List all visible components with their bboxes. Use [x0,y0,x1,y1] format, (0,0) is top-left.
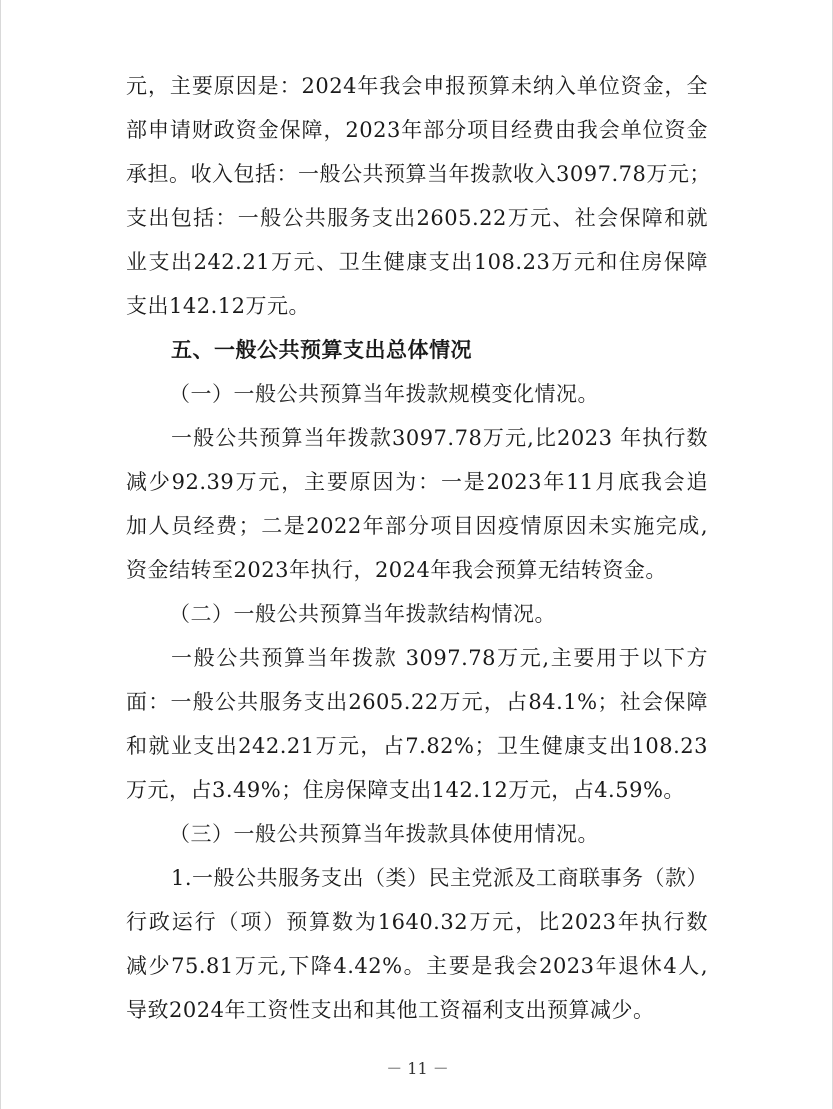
section-heading: 五、一般公共预算支出总体情况 [171,338,472,362]
paragraph-line: 导致2024年工资性支出和其他工资福利支出预算减少。 [126,998,655,1022]
paragraph-line: 减少75.81万元,下降4.42%。主要是我会2023年退休4人, [126,954,708,978]
paragraph-line: 行政运行（项）预算数为1640.32万元，比2023年执行数 [126,910,708,934]
paragraph-line: 万元，占3.49%；住房保障支出142.12万元，占4.59%。 [126,778,685,802]
paragraph-line: 1.一般公共服务支出（类）民主党派及工商联事务（款） [171,866,709,890]
paragraph-line: 部申请财政资金保障，2023年部分项目经费由我会单位资金 [126,118,708,142]
paragraph-line: 业支出242.21万元、卫生健康支出108.23万元和住房保障 [126,250,708,274]
subsection-heading: （一）一般公共预算当年拨款规模变化情况。 [169,382,599,406]
paragraph-line: 支出包括：一般公共服务支出2605.22万元、社会保障和就 [126,206,708,230]
paragraph-line: 承担。收入包括：一般公共预算当年拨款收入3097.78万元； [126,162,711,186]
subsection-heading: （三）一般公共预算当年拨款具体使用情况。 [169,822,599,846]
paragraph-line: 加人员经费；二是2022年部分项目因疫情原因未实施完成, [126,514,708,538]
subsection-heading: （二）一般公共预算当年拨款结构情况。 [169,602,556,626]
paragraph-line: 面：一般公共服务支出2605.22万元，占84.1%；社会保障 [126,690,708,714]
paragraph-line: 支出142.12万元。 [126,294,310,318]
paragraph-line: 减少92.39万元，主要原因为：一是2023年11月底我会追 [126,470,708,494]
page-number: － 11 － [386,1059,449,1078]
paragraph-line: 一般公共预算当年拨款3097.78万元,比2023 年执行数 [171,426,708,450]
paragraph-line: 元，主要原因是：2024年我会申报预算未纳入单位资金，全 [126,74,708,98]
paragraph-line: 和就业支出242.21万元，占7.82%；卫生健康支出108.23 [126,734,708,758]
paragraph-line: 资金结转至2023年执行，2024年我会预算无结转资金。 [126,558,667,582]
paragraph-line: 一般公共预算当年拨款 3097.78万元,主要用于以下方 [171,646,708,670]
